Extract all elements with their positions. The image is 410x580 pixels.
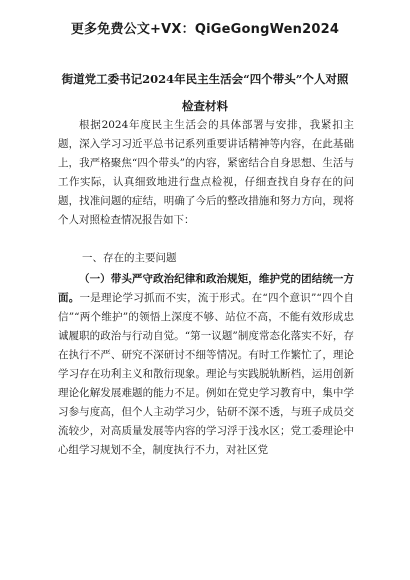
section-heading: 一、存在的主要问题 bbox=[82, 252, 177, 264]
subsection-text: 一是理论学习抓而不实，流于形式。在“四个意识”“四个自信”“两个维护”的领悟上深度不够、站位不高，不能有效形成忠诚履职的政治与行动自觉。“第一议题”制度常态化落实不好，存在执行不严、研究不深研讨不细等情况。有时工作繁忙了，理论学习存在功利主义和散衍现象。理论与实践脱轨断档，运用创新理论化解发展难题的能力不足。例如在党史学习教育中，集中学习参与度高，但个人主动学习少，钻研不深不透，与班子成员交流较少，对高质量发展等内容的学习浮于浅水区；党工委理论中心组学习规划不全，制度执行不力，对社区党 bbox=[58, 292, 354, 456]
document-title: 街道党工委书记2024年民主生活会“四个带头”个人对照检查材料 bbox=[61, 72, 349, 113]
promo-header: 更多免费公文+VX：QiGeGongWen2024 bbox=[70, 22, 340, 37]
intro-paragraph: 根据2024年度民主生活会的具体部署与安排，我紧扣主题，深入学习习近平总书记系列重要讲话精神等内容，在此基础上，我严格聚焦“四个带头”的内容，紧密结合自身思想、生活与工作实际，认真细致地进行盘点检视，仔细查找自身存在的问题，找准问题的症结，明确了今后的整改措施和努力方向，现将个人对照检查情况报告如下： bbox=[58, 119, 354, 226]
subsection-paragraph bbox=[58, 270, 354, 460]
subsection-heading: （一）带头严守政治纪律和政治规矩，维护党的团结统一方面。 bbox=[58, 273, 354, 304]
